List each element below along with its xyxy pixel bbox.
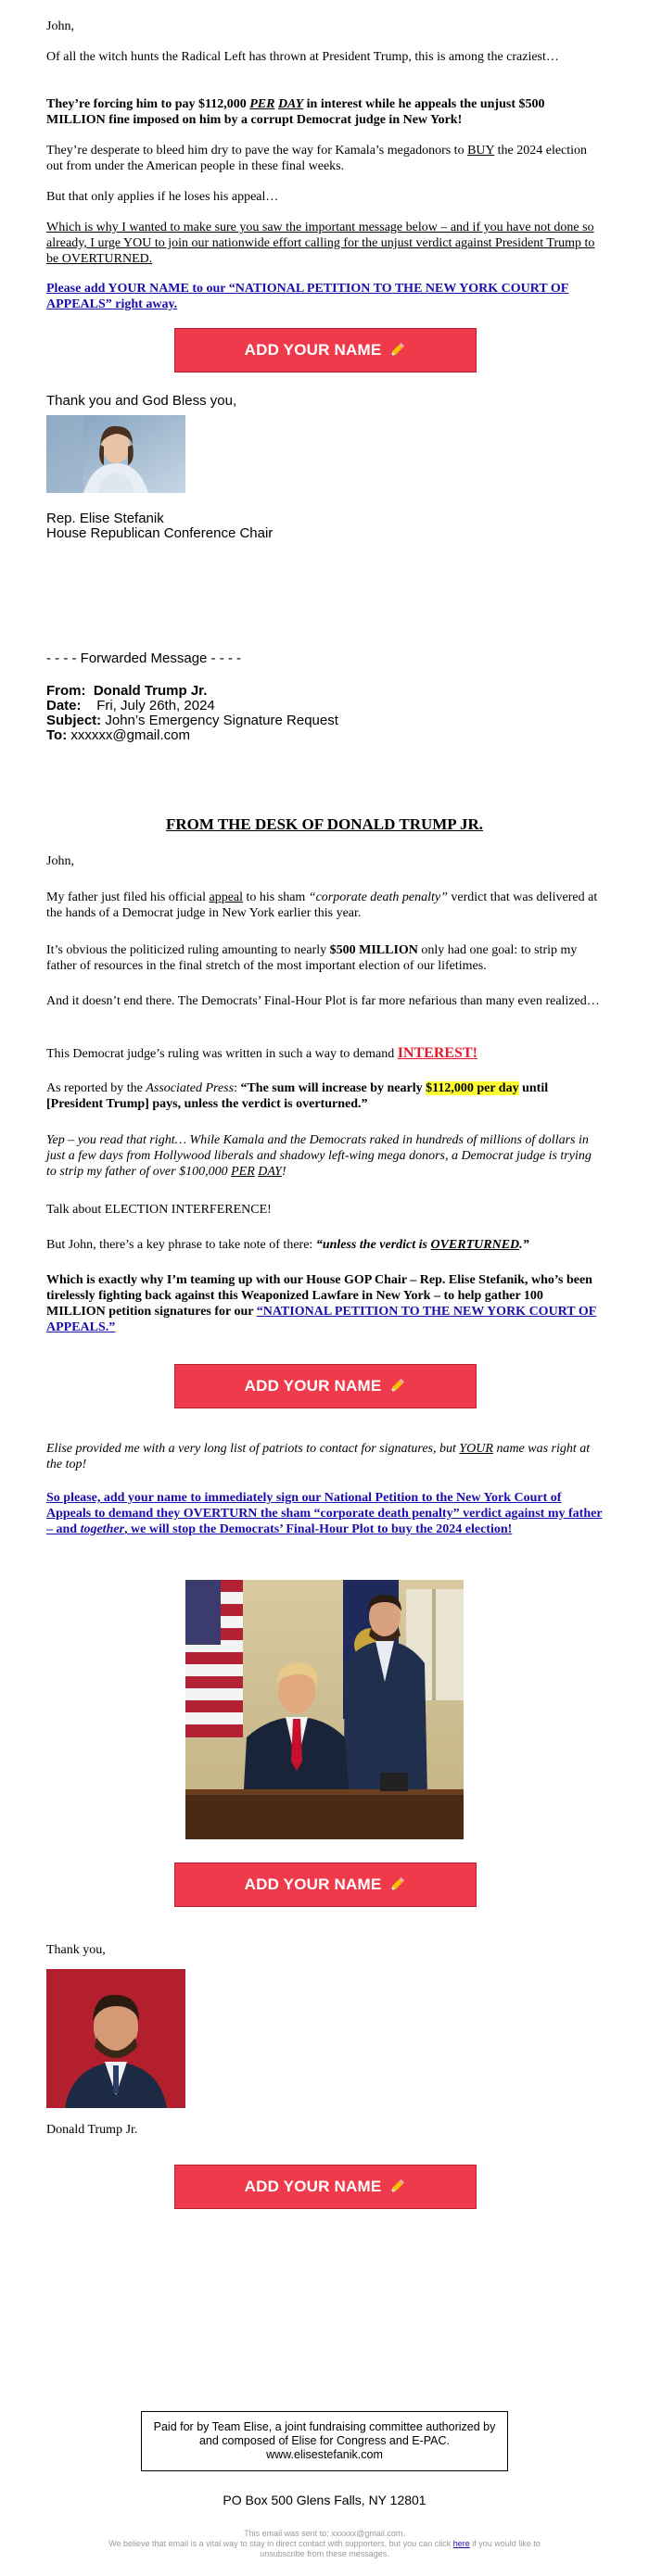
appeal-paragraph: But that only applies if he loses his appeal… bbox=[46, 190, 279, 204]
interest-paragraph bbox=[46, 96, 603, 128]
desk-list-paragraph bbox=[46, 1441, 603, 1472]
text: This Democrat judge’s ruling was written in such a way to demand bbox=[46, 1047, 398, 1061]
sender-name: Rep. Elise Stefanik bbox=[46, 511, 164, 526]
label: From: bbox=[46, 683, 86, 699]
petition-link[interactable]: Please add YOUR NAME to our “NATIONAL PETITION TO THE NEW YORK COURT OF APPEALS” right away. bbox=[46, 282, 569, 311]
mailing-address: PO Box 500 Glens Falls, NY 12801 bbox=[223, 2493, 426, 2507]
text: DAY bbox=[277, 97, 304, 111]
desk-ap-paragraph bbox=[46, 1080, 603, 1112]
sent-to-notice: This email was sent to: xxxxxx@gmail.com. bbox=[244, 2529, 405, 2538]
button-label: ADD YOUR NAME bbox=[244, 1377, 382, 1395]
text: PER bbox=[231, 1165, 255, 1179]
value: xxxxxx@gmail.com bbox=[70, 727, 190, 743]
text: So please, add your name to immediately sign our National Petition to the New York Court of Appeals to demand they OVERTURN the sham “corporate death penalty” verdict against my father – and bbox=[46, 1491, 603, 1536]
text: only had one goal: to strip my father of resources in the final stretch of the most important election of our lifetimes. bbox=[46, 943, 578, 973]
text: ! bbox=[281, 1165, 286, 1179]
sign-petition-link[interactable] bbox=[46, 1491, 603, 1536]
donald-trump-jr-photo bbox=[46, 1969, 185, 2108]
text: the 2024 election out from under the American people in these final weeks. bbox=[46, 144, 588, 173]
signoff: Thank you and God Bless you, bbox=[46, 393, 237, 409]
text: $500 MILLION bbox=[329, 943, 418, 957]
desk-greeting: John, bbox=[46, 854, 74, 868]
highlighted-amount: $112,000 per day bbox=[426, 1081, 519, 1095]
text: in interest while he appeals the unjust $500 MILLION fine imposed on him by a corrupt Democrat judge in New York! bbox=[46, 97, 545, 127]
value: John’s Emergency Signature Request bbox=[105, 713, 338, 728]
desk-yep-paragraph bbox=[46, 1132, 603, 1180]
desk-interest-paragraph bbox=[46, 1045, 603, 1062]
text: “The sum will increase by nearly bbox=[240, 1081, 426, 1095]
greeting: John, bbox=[46, 19, 74, 33]
desk-heading: FROM THE DESK OF DONALD TRUMP JR. bbox=[165, 815, 484, 833]
megadonor-paragraph bbox=[46, 143, 603, 174]
desk-plot-paragraph: And it doesn’t end there. The Democrats’ Final-Hour Plot is far more nefarious than many even realized… bbox=[46, 994, 600, 1008]
text: together bbox=[80, 1522, 125, 1536]
desk-interference-paragraph: Talk about ELECTION INTERFERENCE! bbox=[46, 1203, 272, 1217]
text: They’re forcing him to pay $112,000 bbox=[46, 97, 250, 111]
text: .” bbox=[519, 1238, 529, 1252]
add-your-name-button[interactable] bbox=[174, 2165, 477, 2209]
text: to his sham bbox=[243, 890, 309, 904]
text: INTEREST! bbox=[397, 1045, 477, 1061]
text: As reported by the bbox=[46, 1081, 146, 1095]
value: Fri, July 26th, 2024 bbox=[96, 698, 215, 713]
forwarded-divider: - - - - Forwarded Message - - - - bbox=[46, 650, 242, 666]
label: Subject: bbox=[46, 713, 102, 728]
forward-subject bbox=[46, 713, 603, 728]
text: Elise provided me with a very long list of patriots to contact for signatures, but bbox=[46, 1442, 460, 1456]
text: , we will stop the Democrats’ Final-Hour Plot to buy the 2024 election! bbox=[124, 1522, 513, 1536]
desk-appeal-paragraph bbox=[46, 890, 603, 921]
text: But John, there’s a key phrase to take note of there: bbox=[46, 1238, 316, 1252]
text: Which is exactly why I’m teaming up with our House GOP Chair – Rep. Elise Stefanik, who’s been tirelessly fighting back against this Weaponized Lawfare in New York – to help gather 100 MILLION petition signatures for our bbox=[46, 1273, 592, 1319]
pencil-icon bbox=[388, 2178, 406, 2196]
text: : bbox=[234, 1081, 241, 1095]
text: We believe that email is a vital way to stay in direct contact with supporters, but you can click bbox=[108, 2539, 453, 2548]
text: appeal bbox=[209, 890, 244, 904]
button-label: ADD YOUR NAME bbox=[244, 2178, 382, 2195]
add-your-name-button[interactable] bbox=[174, 328, 477, 373]
text: verdict that was delivered at the hands of a Democrat judge in New York earlier this year. bbox=[46, 890, 598, 920]
text: Associated Press bbox=[146, 1081, 235, 1095]
desk-key-phrase-paragraph bbox=[46, 1237, 603, 1253]
desk-ruling-paragraph bbox=[46, 942, 603, 974]
desk-teaming-paragraph bbox=[46, 1272, 603, 1335]
forward-to bbox=[46, 728, 603, 743]
urge-paragraph: Which is why I wanted to make sure you saw the important message below – and if you have not done so already, I urge YOU to join our nationwide effort calling for the unjust verdict against President Trump to be OVERTURNED. bbox=[46, 221, 595, 266]
text: They’re desperate to bleed him dry to pave the way for Kamala’s megadonors to bbox=[46, 144, 468, 158]
text: PER bbox=[249, 97, 275, 111]
text: “corporate death penalty” bbox=[308, 890, 448, 904]
pencil-icon bbox=[388, 1377, 406, 1395]
desk-sign-paragraph bbox=[46, 1490, 603, 1537]
label: To: bbox=[46, 727, 68, 743]
label: Date: bbox=[46, 698, 82, 713]
petition-link-paragraph bbox=[46, 281, 603, 312]
trump-oval-office-photo bbox=[185, 1580, 464, 1839]
paid-for-disclaimer: Paid for by Team Elise, a joint fundraising committee authorized by and composed of Elise for Congress and E-PAC. www.elisestefanik.com bbox=[141, 2411, 508, 2471]
text: BUY bbox=[467, 144, 495, 158]
sender-title: House Republican Conference Chair bbox=[46, 525, 274, 541]
unsubscribe-link[interactable]: here bbox=[452, 2539, 470, 2548]
text: OVERTURNED bbox=[430, 1238, 520, 1252]
text: “unless the verdict is bbox=[315, 1238, 431, 1252]
desk-sender-name: Donald Trump Jr. bbox=[46, 2123, 138, 2137]
text: It’s obvious the politicized ruling amounting to nearly bbox=[46, 943, 330, 957]
text: if you would like to unsubscribe from these messages. bbox=[260, 2539, 541, 2558]
petition-link[interactable]: “NATIONAL PETITION TO THE NEW YORK COURT OF APPEALS.” bbox=[46, 1305, 597, 1334]
text: My father just filed his official bbox=[46, 890, 210, 904]
pencil-icon bbox=[388, 1875, 406, 1894]
forward-date bbox=[46, 699, 603, 713]
text: until [President Trump] pays, unless the verdict is overturned.” bbox=[46, 1081, 549, 1111]
text: YOUR bbox=[459, 1442, 493, 1456]
add-your-name-button[interactable] bbox=[174, 1863, 477, 1907]
add-your-name-button[interactable] bbox=[174, 1364, 477, 1408]
forward-from bbox=[46, 684, 603, 699]
pencil-icon bbox=[388, 341, 406, 360]
text: DAY bbox=[258, 1165, 282, 1179]
button-label: ADD YOUR NAME bbox=[244, 341, 382, 359]
elise-stefanik-photo bbox=[46, 415, 185, 493]
desk-thanks: Thank you, bbox=[46, 1943, 106, 1957]
text: name was right at the top! bbox=[46, 1442, 591, 1471]
intro-paragraph: Of all the witch hunts the Radical Left has thrown at President Trump, this is among the craziest… bbox=[46, 50, 559, 64]
value: Donald Trump Jr. bbox=[93, 683, 208, 699]
unsubscribe-notice bbox=[93, 2539, 556, 2559]
button-label: ADD YOUR NAME bbox=[244, 1875, 382, 1893]
text: Yep – you read that right… While Kamala and the Democrats raked in hundreds of millions of dollars in just a few days from Hollywood liberals and shadowy left-wing mega donors, a Democrat judge is trying to strip my father of over $100,000 bbox=[46, 1133, 592, 1179]
